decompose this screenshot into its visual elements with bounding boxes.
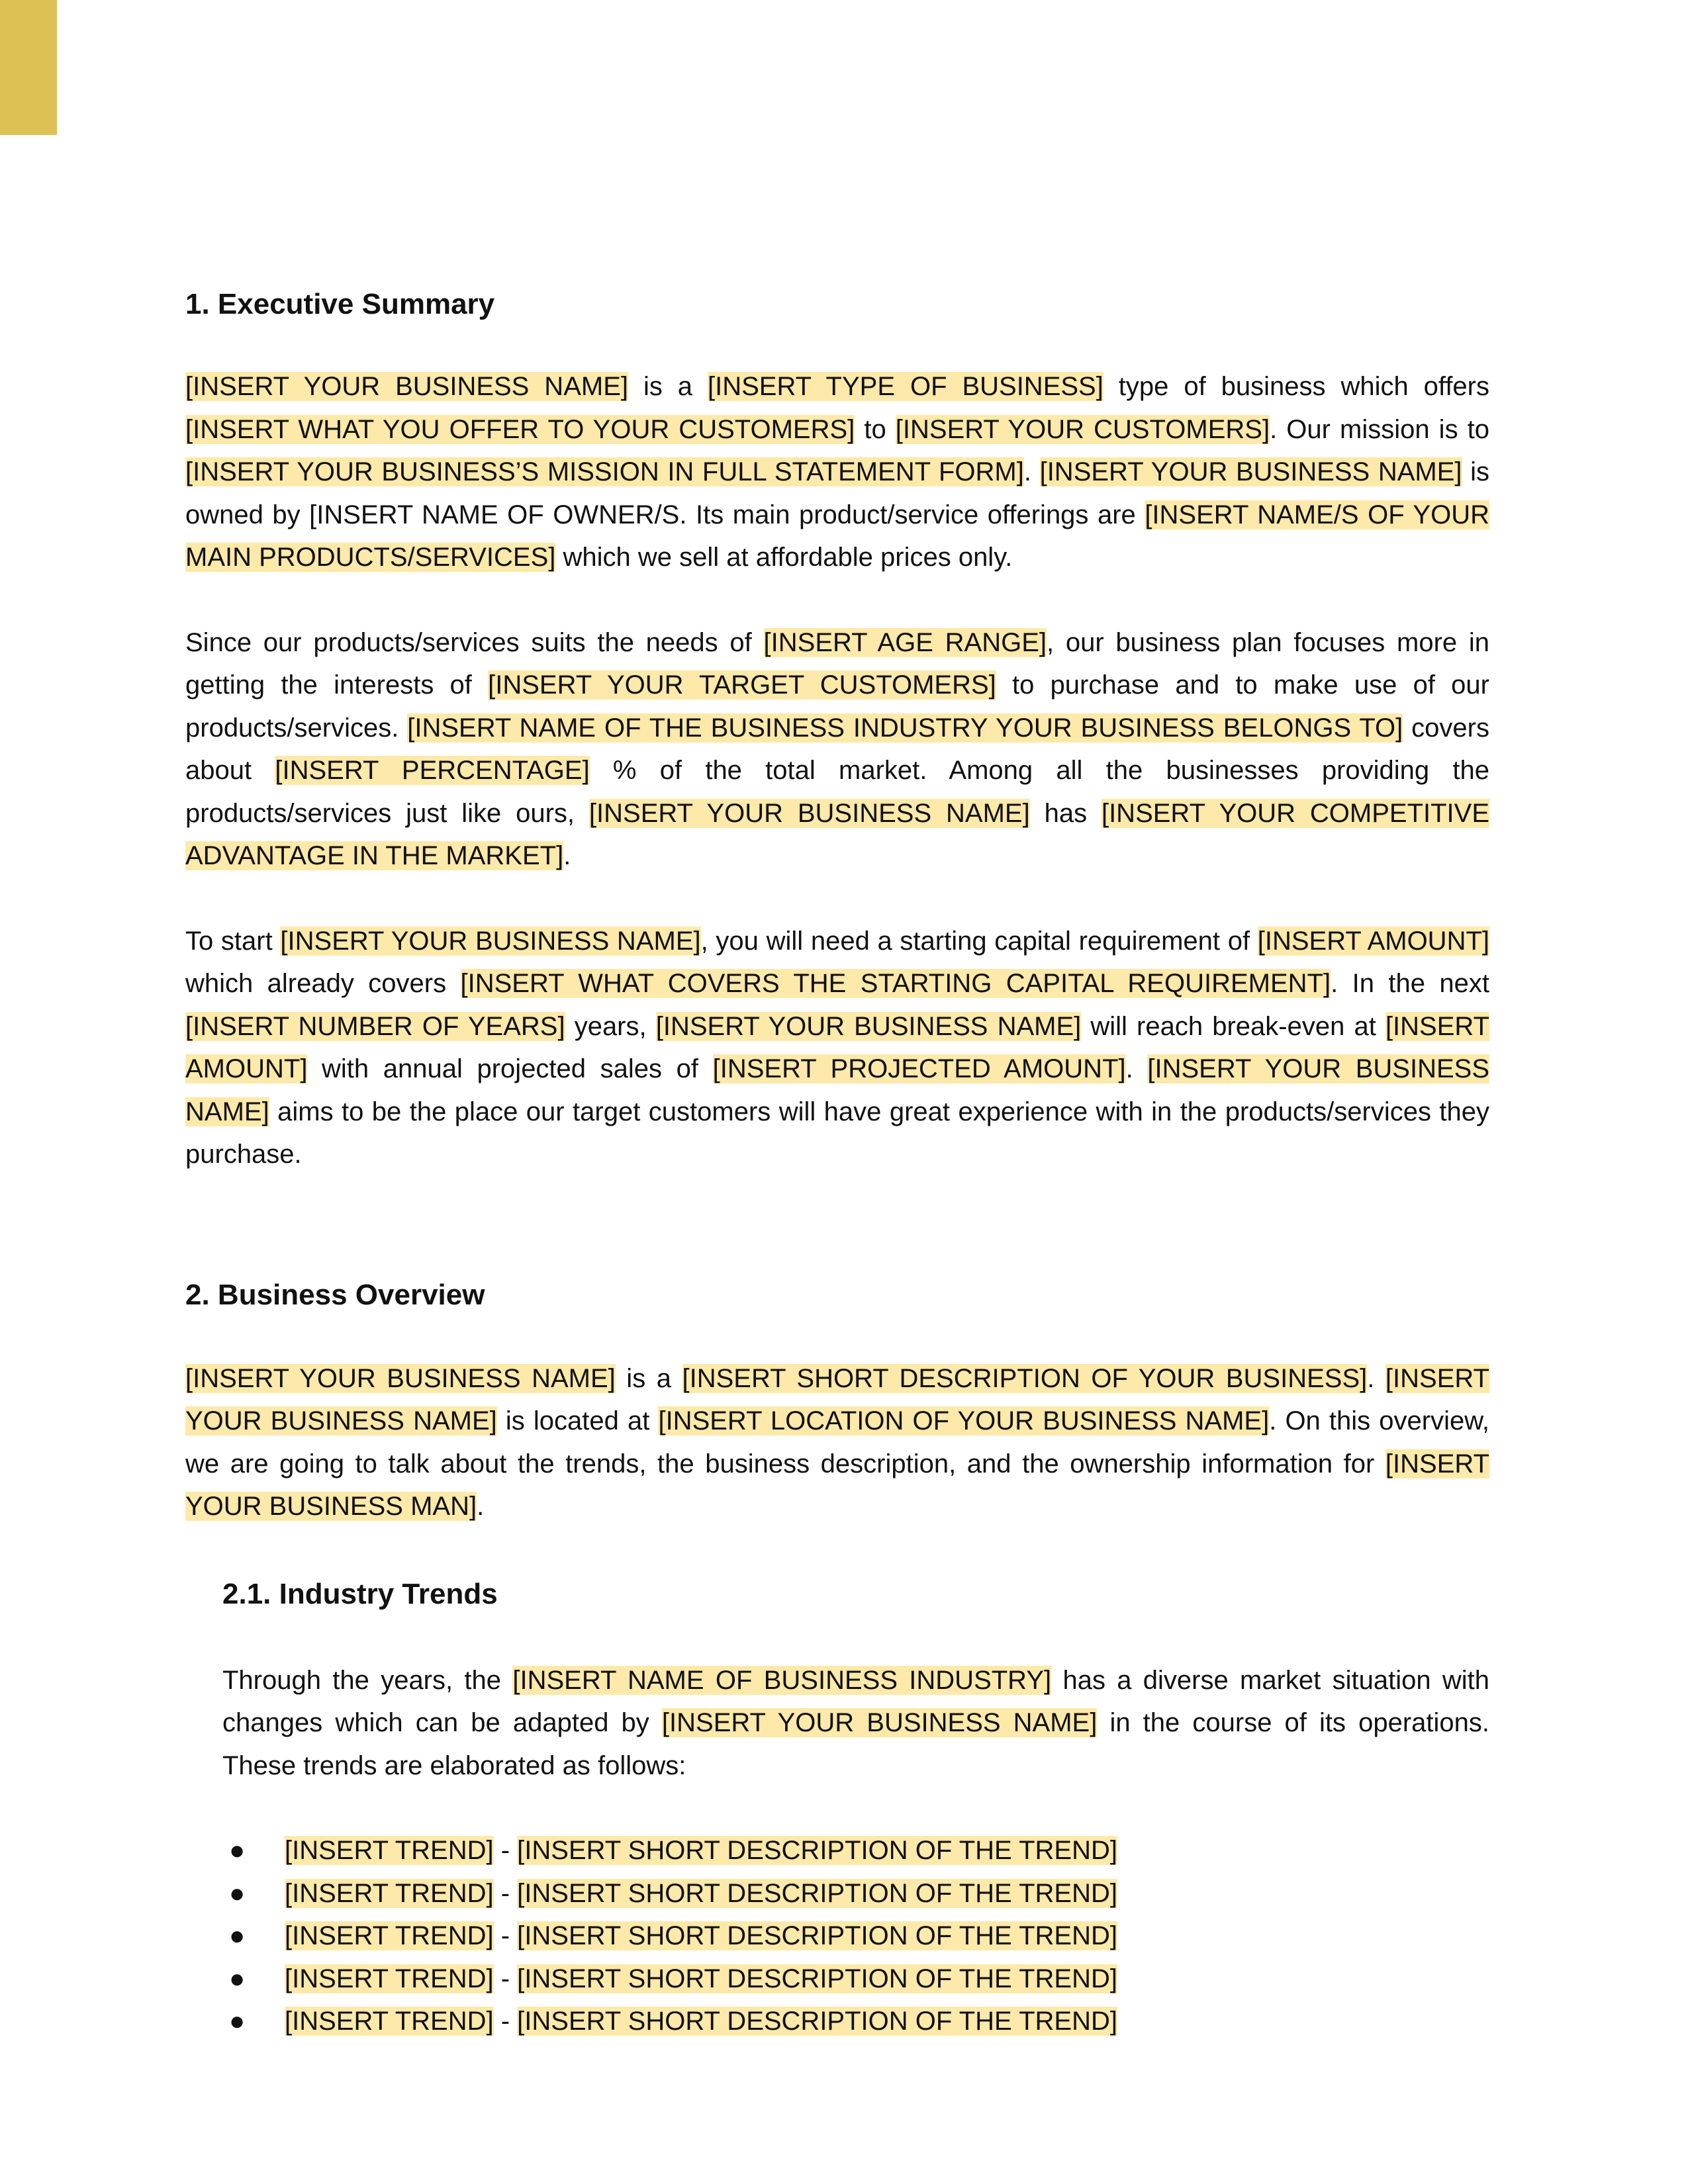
list-item	[229, 1958, 1489, 2001]
text: in the course of its operations. These trends are elaborated as follows:	[222, 1708, 1490, 1780]
placeholder-trend: [INSERT TREND]	[285, 1964, 494, 1993]
placeholder-trend: [INSERT TREND]	[285, 1921, 494, 1950]
text: to purchase and to make use of our products/services.	[185, 670, 1489, 743]
placeholder: [INSERT LOCATION OF YOUR BUSINESS NAME]	[658, 1406, 1270, 1435]
placeholder: [INSERT YOUR BUSINESS NAME]	[588, 798, 1030, 828]
text: .	[1125, 1054, 1148, 1083]
list-item	[229, 1872, 1489, 1915]
placeholder-trend-description: [INSERT SHORT DESCRIPTION OF THE TREND]	[517, 1921, 1117, 1950]
placeholder: [INSERT AGE RANGE]	[763, 627, 1047, 657]
text: has	[1029, 798, 1102, 828]
placeholder: [INSERT YOUR BUSINESS NAME]	[280, 926, 701, 956]
placeholder-trend: [INSERT TREND]	[285, 1878, 494, 1908]
text: covers about	[185, 713, 1489, 785]
placeholder: [INSERT WHAT YOU OFFER TO YOUR CUSTOMERS]	[185, 414, 855, 444]
bullet-icon: ●	[229, 2007, 246, 2036]
text: Since our products/services suits the needs of	[185, 627, 764, 657]
subsection-heading-industry-trends: 2.1. Industry Trends	[222, 1577, 498, 1610]
placeholder: [INSERT NUMBER OF YEARS]	[185, 1011, 565, 1041]
text: To start	[185, 926, 281, 956]
separator: -	[493, 1878, 518, 1908]
trends-list	[185, 1829, 1489, 2043]
placeholder: [INSERT PROJECTED AMOUNT]	[712, 1054, 1126, 1083]
separator: -	[493, 1921, 518, 1950]
placeholder: [INSERT YOUR BUSINESS NAME]	[655, 1011, 1082, 1041]
text: % of the total market. Among all the businesses providing the products/services just like ours,	[185, 756, 1489, 828]
text: .	[563, 841, 571, 870]
text: has a diverse market situation with changes which can be adapted by	[222, 1665, 1490, 1737]
placeholder: [INSERT AMOUNT]	[1257, 926, 1490, 956]
placeholder: [INSERT NAME/S OF YOUR MAIN PRODUCTS/SERVICES]	[185, 500, 1490, 572]
bullet-icon: ●	[229, 1836, 246, 1865]
list-item	[229, 2000, 1489, 2043]
placeholder: [INSERT YOUR BUSINESS NAME]	[185, 1363, 616, 1393]
text: is owned by [INSERT NAME OF OWNER/S. Its main product/service offerings are	[185, 457, 1489, 529]
text: Through the years, the	[222, 1665, 513, 1695]
placeholder: [INSERT YOUR BUSINESS’S MISSION IN FULL STATEMENT FORM]	[185, 457, 1024, 486]
text: . In the next	[1331, 969, 1489, 998]
placeholder: [INSERT YOUR BUSINESS MAN]	[185, 1449, 1489, 1521]
separator: -	[493, 1836, 518, 1865]
placeholder: [INSERT YOUR COMPETITIVE ADVANTAGE IN THE MARKET]	[185, 798, 1490, 870]
text: is a	[615, 1363, 682, 1393]
text: which we sell at affordable prices only.	[555, 543, 1013, 572]
placeholder: [INSERT NAME OF THE BUSINESS INDUSTRY YOUR BUSINESS BELONGS TO]	[407, 713, 1403, 743]
placeholder: [INSERT NAME OF BUSINESS INDUSTRY]	[512, 1665, 1052, 1695]
placeholder-trend: [INSERT TREND]	[285, 2007, 494, 2036]
text: aims to be the place our target customers will have great experience with in the products/services they purchase.	[185, 1097, 1489, 1169]
placeholder-trend-description: [INSERT SHORT DESCRIPTION OF THE TREND]	[517, 1964, 1117, 1993]
text: years,	[565, 1011, 656, 1041]
separator: -	[493, 2007, 518, 2036]
bullet-icon: ●	[229, 1878, 246, 1908]
text: which already covers	[185, 969, 461, 998]
placeholder: [INSERT YOUR BUSINESS NAME]	[185, 1054, 1490, 1126]
list-item	[229, 1829, 1489, 1872]
placeholder-trend-description: [INSERT SHORT DESCRIPTION OF THE TREND]	[517, 2007, 1117, 2036]
text: will reach break-even at	[1081, 1011, 1385, 1041]
executive-summary-paragraph-1	[185, 365, 1489, 579]
placeholder-trend-description: [INSERT SHORT DESCRIPTION OF THE TREND]	[517, 1836, 1117, 1865]
section-heading-business-overview: 2. Business Overview	[185, 1278, 485, 1311]
placeholder: [INSERT WHAT COVERS THE STARTING CAPITAL REQUIREMENT]	[460, 969, 1331, 998]
text: .	[1367, 1363, 1385, 1393]
separator: -	[493, 1964, 518, 1993]
executive-summary-paragraph-2	[185, 621, 1489, 878]
text: to	[855, 414, 896, 444]
text: .	[477, 1492, 485, 1521]
list-item	[229, 1915, 1489, 1958]
placeholder: [INSERT YOUR BUSINESS NAME]	[1039, 457, 1462, 486]
text: with annual projected sales of	[307, 1054, 713, 1083]
text: , you will need a starting capital requirement of	[700, 926, 1258, 956]
text: type of business which offers	[1103, 372, 1490, 401]
placeholder: [INSERT TYPE OF BUSINESS]	[707, 372, 1103, 401]
document-page	[185, 285, 1489, 2043]
bullet-icon: ●	[229, 1964, 246, 1993]
section-heading-executive-summary: 1. Executive Summary	[185, 288, 495, 320]
text: is a	[628, 372, 708, 401]
text: . On this overview, we are going to talk about the trends, the business description, and the ownership information for	[185, 1406, 1490, 1479]
industry-trends-paragraph	[185, 1659, 1489, 1788]
placeholder: [INSERT PERCENTAGE]	[275, 756, 590, 785]
placeholder: [INSERT AMOUNT]	[185, 1011, 1490, 1083]
text: is located at	[496, 1406, 659, 1435]
placeholder: [INSERT YOUR TARGET CUSTOMERS]	[488, 670, 996, 700]
bullet-icon: ●	[229, 1921, 246, 1950]
placeholder: [INSERT YOUR CUSTOMERS]	[895, 414, 1270, 444]
placeholder: [INSERT YOUR BUSINESS NAME]	[185, 1363, 1489, 1435]
placeholder: [INSERT YOUR BUSINESS NAME]	[185, 372, 628, 401]
business-overview-paragraph	[185, 1357, 1489, 1528]
text: . Our mission is to	[1270, 414, 1489, 444]
placeholder: [INSERT SHORT DESCRIPTION OF YOUR BUSINESS]	[682, 1363, 1368, 1393]
placeholder-trend-description: [INSERT SHORT DESCRIPTION OF THE TREND]	[517, 1878, 1117, 1908]
placeholder-trend: [INSERT TREND]	[285, 1836, 494, 1865]
text: , our business plan focuses more in getting the interests of	[185, 627, 1490, 700]
corner-accent-tab	[0, 0, 57, 135]
executive-summary-paragraph-3	[185, 920, 1489, 1176]
text: .	[1023, 457, 1040, 486]
placeholder: [INSERT YOUR BUSINESS NAME]	[661, 1708, 1098, 1737]
